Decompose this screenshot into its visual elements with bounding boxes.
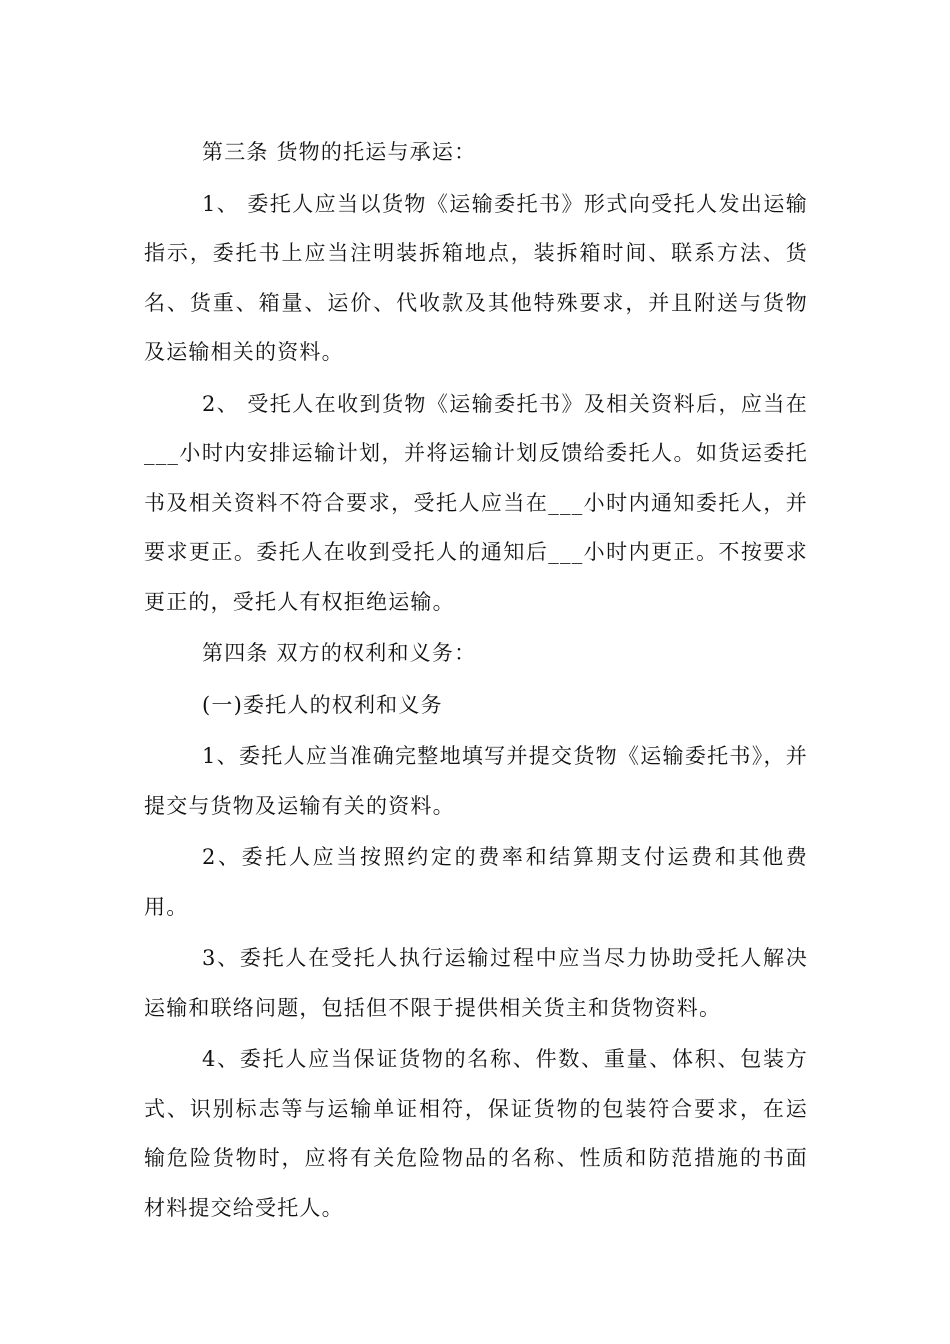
- article-3-clause-2: 2、 受托人在收到货物《运输委托书》及相关资料后，应当在___小时内安排运输计划，并将运输计划反馈给委托人。如货运委托书及相关资料不符合要求，受托人应当在___小时内通知委托人，并要求更正。委托人在收到受托人的通知后___小时内更正。不按要求更正的，受托人有权拒绝运输。: [144, 391, 808, 614]
- section-1-item-4: 4、委托人应当保证货物的名称、件数、重量、体积、包装方式、识别标志等与运输单证相符，保证货物的包装符合要求，在运输危险货物时，应将有关危险物品的名称、性质和防范措施的书面材料提交给受托人。: [144, 1047, 808, 1220]
- article-3-heading: 第三条 货物的托运与承运：: [202, 140, 477, 164]
- document-body: [144, 128, 808, 1233]
- section-1-item-1: 1、委托人应当准确完整地填写并提交货物《运输委托书》，并提交与货物及运输有关的资料。: [144, 744, 808, 818]
- section-1-item-2: 2、委托人应当按照约定的费率和结算期支付运费和其他费用。: [144, 845, 808, 919]
- article-3-clause-1: 1、 委托人应当以货物《运输委托书》形式向受托人发出运输指示，委托书上应当注明装拆箱地点，装拆箱时间、联系方法、货名、货重、箱量、运价、代收款及其他特殊要求，并且附送与货物及运输相关的资料。: [144, 191, 808, 364]
- section-1-heading: (一)委托人的权利和义务: [202, 692, 443, 717]
- article-4-heading: 第四条 双方的权利和义务：: [202, 641, 477, 665]
- section-1-item-3: 3、委托人在受托人执行运输过程中应当尽力协助受托人解决运输和联络问题，包括但不限于提供相关货主和货物资料。: [144, 946, 808, 1020]
